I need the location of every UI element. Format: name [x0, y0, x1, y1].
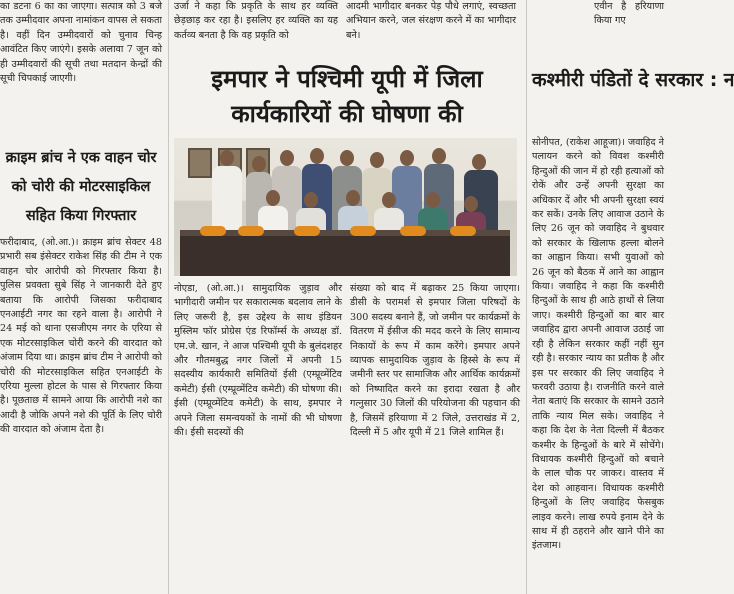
- column-rule: [168, 0, 169, 594]
- top-middle-fragment: [174, 0, 338, 56]
- top-left-fragment: [0, 0, 162, 136]
- main-story-column-1: [174, 282, 342, 594]
- flower-decoration: [238, 226, 264, 236]
- main-story-column-1-text: नोएडा, (ओ.आ.)। सामुदायिक जुड़ाव और भागीदारी जमीन पर सकारात्मक बदलाव लाने के लिए जरूरी है, इस उद्देश्य के साथ इंडियन मुस्लिम फॉर प्रोग्रेस एंड रिफॉर्म्स के अध्यक्ष डॉ. एम.जे. खान, ने आज पश्चिमी यूपी के बुलंदशहर और गौतमबुद्ध नगर जिलों में अपनी 15 सदस्यीय कार्यकारी समितियों ईसी (एम्प्रूव्मेंटिव कमेटी) ईसी (एम्प्रूव्मेंटिव कमेटी) की घोषणा की। ईसी (एम्प्रूव्मेंटिव कमेटी) के साथ, इमपार ने अपने जिला समन्वयकों के नामों की भी घोषणा की। ईसी सदस्यों की: [174, 283, 342, 439]
- main-story-headline: [174, 62, 520, 134]
- main-story-headline-text: इमपार ने पश्चिमी यूपी में जिला कार्यकारियों की घोषणा की: [211, 65, 483, 128]
- wall-picture: [188, 148, 212, 178]
- crime-story-headline-text: क्राइम ब्रांच ने एक वाहन चोर को चोरी की मोटरसाइकिल सहित किया गिरफ्तार: [5, 150, 157, 224]
- kashmiri-story-body: [532, 136, 664, 594]
- top-right-fragment: [346, 0, 516, 56]
- meeting-table: [180, 230, 510, 276]
- top-far-right-text: एवीन है हरियाणा किया गए: [594, 1, 664, 27]
- kashmiri-story-headline-text: कश्मीरी पंडितों दे सरकार : न: [532, 69, 734, 91]
- kashmiri-story-body-text: सोनीपत, (राकेश आहूजा)। जवाहिद ने पलायन करने को विवश कश्मीरी हिन्दुओं की जान में हो रही हत्याओं को रोकें और उन्हें अपनी सुरक्षा का अधिकार दें और भी अपनी सुरक्षा स्वयं कर सकें। उनके लिए आवाज उठाने के लिए 26 जून को जवाहिद ने बुधवार को सरकार के खिलाफ हल्ला बोलने का आह्वान किया। सभी युवाओं को 26 जून को बैठक में आने का आह्वान किया। जवाहिद ने कहा कि कश्मीरी हिन्दुओं के साथ ही आठे हाथों से लिया जाए। कश्मीरी हिन्दुओं का बार बार जवाहिद द्वारा अपनी आवाज उठाई जा रही है लेकिन सरकार कहीं नहीं सुन रही है। सरकार न्याय का प्रतीक है और इस पर सरकार की लिए जवाहिद ने फरवरी उठाया है। राजनीति करने वाले नेता बताएं कि सरकार के सामने उठाने ताकि न्याय मिल सके। जवाहिद ने कहा कि देश के नेता दिल्ली में बैठकर कश्मीर के हिन्दुओं के बारे में सोचेंगे। विधायक कश्मीरी हिन्दुओं को बचाने के लाल चौक पर जाकर। वास्तव में देश को आहवान। विधायक कश्मीरी हिन्दुओं के लिए जवाहिद फेसबुक लाइव करने। लाख रुपये इनाम देने के साथ में ही ठहराने और खाने पीने का इंतजाम।: [532, 137, 664, 552]
- crime-story-body: [0, 236, 162, 594]
- kashmiri-story-headline: [532, 62, 734, 134]
- main-story-column-2-text: संख्या को बाद में बढ़ाकर 25 किया जाएगा। डीसी के परामर्श से इमपार जिला परिषदों के 300 सदस्य बनाने हैं, जो जमीन पर कार्यक्रमों के वितरण में ईसीज की मदद करने के लिए सामान्य निकायों के रूप में काम करेंगे। इमपार अपने व्यापक सामुदायिक जुड़ाव के हिस्से के रूप में जमीनी स्तर पर सामाजिक और आर्थिक कार्यक्रमों को निष्पादित करने का इरादा रखता है और गत्नुसार 30 जिलों की परियोजना की पहचान की है, जिसमें हरियाणा में 2 जिले, उत्तराखंड में 2, दिल्ली में 5 और यूपी में 21 जिले शामिल हैं।: [350, 283, 520, 439]
- flower-decoration: [400, 226, 426, 236]
- top-right-text: आदमी भागीदार बनकर पेड़ पौधे लगाएं, स्वच्छता अभियान करने, जल संरक्षण करने में का भागीदार बने।: [346, 1, 516, 41]
- crime-story-headline: [0, 144, 162, 232]
- flower-decoration: [200, 226, 226, 236]
- meeting-photo: [174, 138, 517, 276]
- main-story-column-2: [350, 282, 520, 594]
- flower-decoration: [350, 226, 376, 236]
- flower-decoration: [294, 226, 320, 236]
- top-far-right-fragment: [594, 0, 664, 56]
- column-rule: [526, 0, 527, 594]
- flower-decoration: [450, 226, 476, 236]
- top-left-text: का डटना 6 का का जाएगा। सत्पात्र को 3 बजे तक उम्मीदवार अपना नामांकन वापस ले सकता है। वहीं दिन उम्मीदवारों को चुनाव चिन्ह आवंटित किए जाएंगे। इसके अलावा 7 जून को ही उम्मीदवारों की सूची तथा मतदान केन्द्रों की सूची चिपकाई जाएगी।: [0, 1, 162, 85]
- top-middle-text: उर्जा ने कहा कि प्रकृति के साथ हर व्यक्ति छेड़छाड़ कर रहा है। इसलिए हर व्यक्ति का यह कर्तव्य बनता है कि वह प्रकृति को: [174, 1, 338, 41]
- crime-story-body-text: फरीदाबाद, (ओ.आ.)। क्राइम ब्रांच सेक्टर 48 प्रभारी सब इंसेक्टर राकेश सिंह की टीम ने एक वाहन चोर आरोपी को गिरफ्तार किया है। पुलिस प्रवक्ता सुबे सिंह ने जानकारी देते हुए बताया कि आरोपी जिसका फरीदाबाद एनआईटी नगर का रहने वाला है। आरोपी ने 24 मई को थाना एसजीएम नगर के एरिया से एक मोटरसाइकिल चोरी करने की वारदात को अंजाम दिया था। क्राइम ब्रांच टीम ने आरोपी को चोरी की मोटरसाइकिल सहित एनआईटी के एरिया मुल्ला होटल के पास से गिरफ्तार किया है। पूछताछ में सामने आया कि आरोपी नशे का आदी है जोकि अपने नशे की पूर्ति के लिए चोरी की वारदात को अंजाम देता है।: [0, 237, 162, 436]
